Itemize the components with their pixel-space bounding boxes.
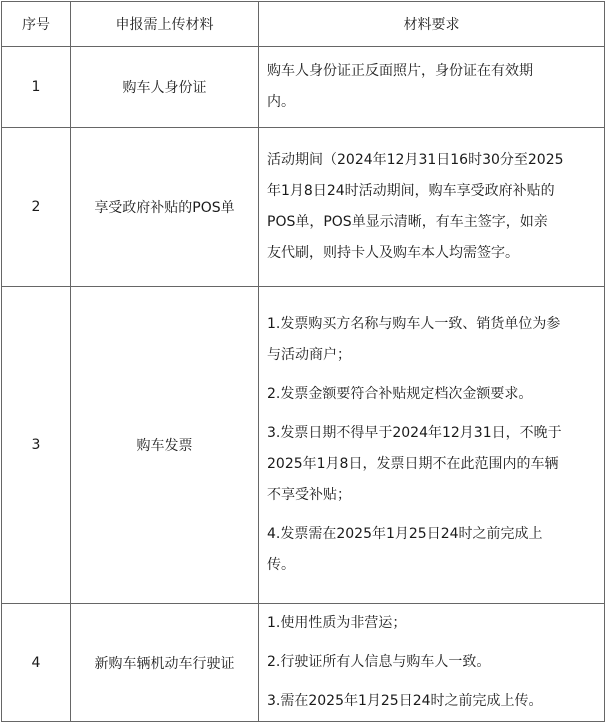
- requirement-line: 与活动商户；: [267, 347, 351, 363]
- header-row: [2, 2, 605, 47]
- row-material: 新购车辆机动车行驶证: [71, 604, 259, 722]
- requirement-line: 3.需在2025年1月25日24时之前完成上传。: [267, 693, 543, 709]
- requirement-line: 2025年1月8日，发票日期不在此范围内的车辆: [267, 456, 559, 472]
- requirement-line: 4.发票需在2025年1月25日24时之前完成上: [267, 526, 543, 542]
- header-material: 申报需上传材料: [71, 2, 259, 47]
- table-row: [2, 128, 605, 287]
- requirement-paragraph: [267, 379, 598, 410]
- requirement-line: 年1月8日24时活动期间，购车享受政府补贴的: [267, 183, 555, 199]
- requirement-paragraph: [267, 608, 598, 639]
- requirement-paragraph: [267, 647, 598, 678]
- requirement-paragraph: [267, 56, 598, 118]
- requirement-line: 3.发票日期不得早于2024年12月31日，不晚于: [267, 425, 562, 441]
- requirement-paragraph: [267, 309, 598, 371]
- requirement-line: 内。: [267, 94, 295, 110]
- requirement-line: 友代刷，则持卡人及购车本人均需签字。: [267, 245, 519, 261]
- table-row: [2, 47, 605, 128]
- requirement-line: 活动期间（2024年12月31日16时30分至2025: [267, 152, 564, 168]
- requirement-line: 1.使用性质为非营运；: [267, 615, 407, 631]
- row-requirement: [259, 47, 605, 128]
- table-row: [2, 604, 605, 722]
- requirement-paragraph: [267, 418, 598, 511]
- requirement-line: 购车人身份证正反面照片，身份证在有效期: [267, 63, 533, 79]
- requirement-line: 不享受补贴；: [267, 487, 351, 503]
- row-requirement: [259, 287, 605, 604]
- requirement-line: 1.发票购买方名称与购车人一致、销货单位为参: [267, 316, 561, 332]
- header-requirement: 材料要求: [259, 2, 605, 47]
- requirement-paragraph: [267, 145, 598, 269]
- requirement-paragraph: [267, 686, 598, 717]
- row-requirement: [259, 604, 605, 722]
- row-requirement: [259, 128, 605, 287]
- row-no: 1: [2, 47, 71, 128]
- row-no: 3: [2, 287, 71, 604]
- row-no: 2: [2, 128, 71, 287]
- header-no: 序号: [2, 2, 71, 47]
- row-material: 购车发票: [71, 287, 259, 604]
- materials-table: [1, 1, 605, 722]
- table-row: [2, 287, 605, 604]
- requirement-line: 2.发票金额要符合补贴规定档次金额要求。: [267, 386, 533, 402]
- requirement-paragraph: [267, 519, 598, 581]
- row-material: 购车人身份证: [71, 47, 259, 128]
- row-material: 享受政府补贴的POS单: [71, 128, 259, 287]
- row-no: 4: [2, 604, 71, 722]
- requirement-line: 2.行驶证所有人信息与购车人一致。: [267, 654, 491, 670]
- requirement-line: 传。: [267, 557, 295, 573]
- requirement-line: POS单，POS单显示清晰，有车主签字，如亲: [267, 214, 548, 230]
